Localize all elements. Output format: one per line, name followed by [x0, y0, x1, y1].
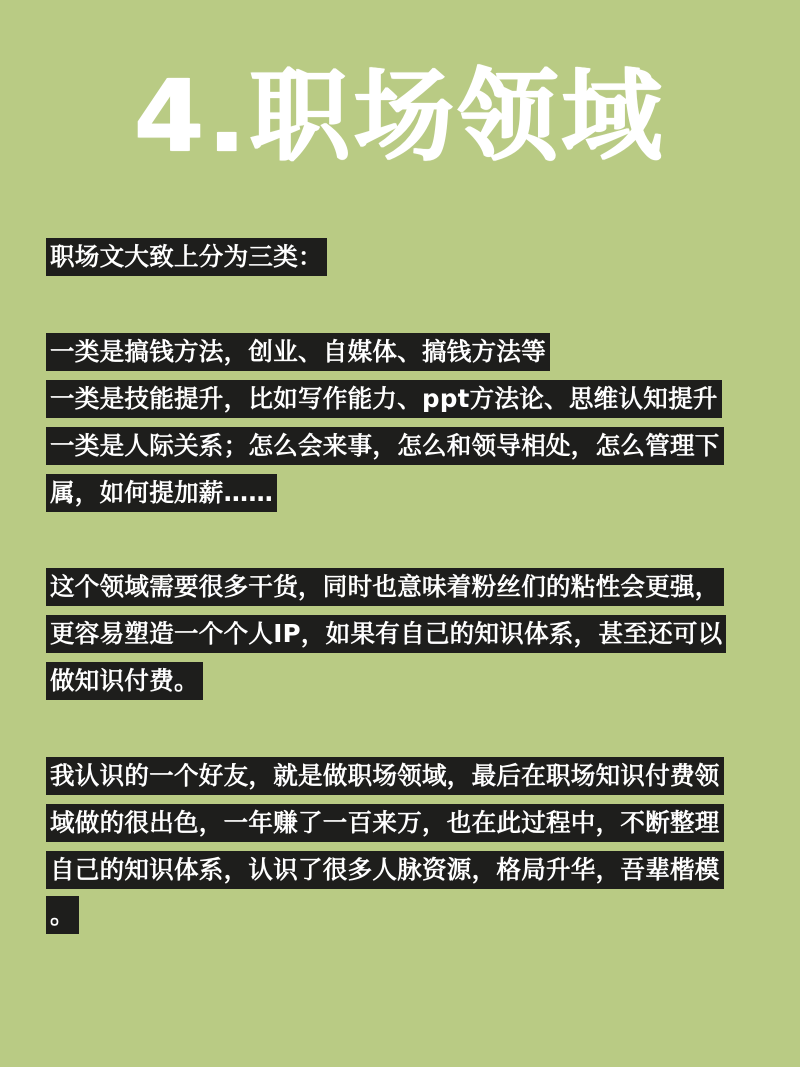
category-line: 属，如何提加薪……	[46, 474, 277, 512]
category-line: 一类是搞钱方法，创业、自媒体、搞钱方法等	[46, 333, 550, 371]
paragraph-2-line: 做知识付费。	[46, 662, 203, 700]
paragraph-3-line: 。	[46, 896, 79, 934]
category-line: 一类是人际关系；怎么会来事，怎么和领导相处，怎么管理下	[46, 427, 724, 465]
paragraph-2-line: 更容易塑造一个个人IP，如果有自己的知识体系，甚至还可以	[46, 615, 726, 653]
paragraph-3-line: 自己的知识体系，认识了很多人脉资源，格局升华，吾辈楷模	[46, 851, 724, 889]
page-title: 4.职场领域	[134, 58, 666, 175]
paragraph-3-line: 我认识的一个好友，就是做职场领域，最后在职场知识付费领	[46, 757, 724, 795]
paragraph-3-line: 域做的很出色，一年赚了一百来万，也在此过程中，不断整理	[46, 804, 724, 842]
paragraph-2-line: 这个领域需要很多干货，同时也意味着粉丝们的粘性会更强，	[46, 568, 724, 606]
intro-line: 职场文大致上分为三类：	[46, 238, 327, 276]
category-line: 一类是技能提升，比如写作能力、ppt方法论、思维认知提升	[46, 380, 722, 418]
